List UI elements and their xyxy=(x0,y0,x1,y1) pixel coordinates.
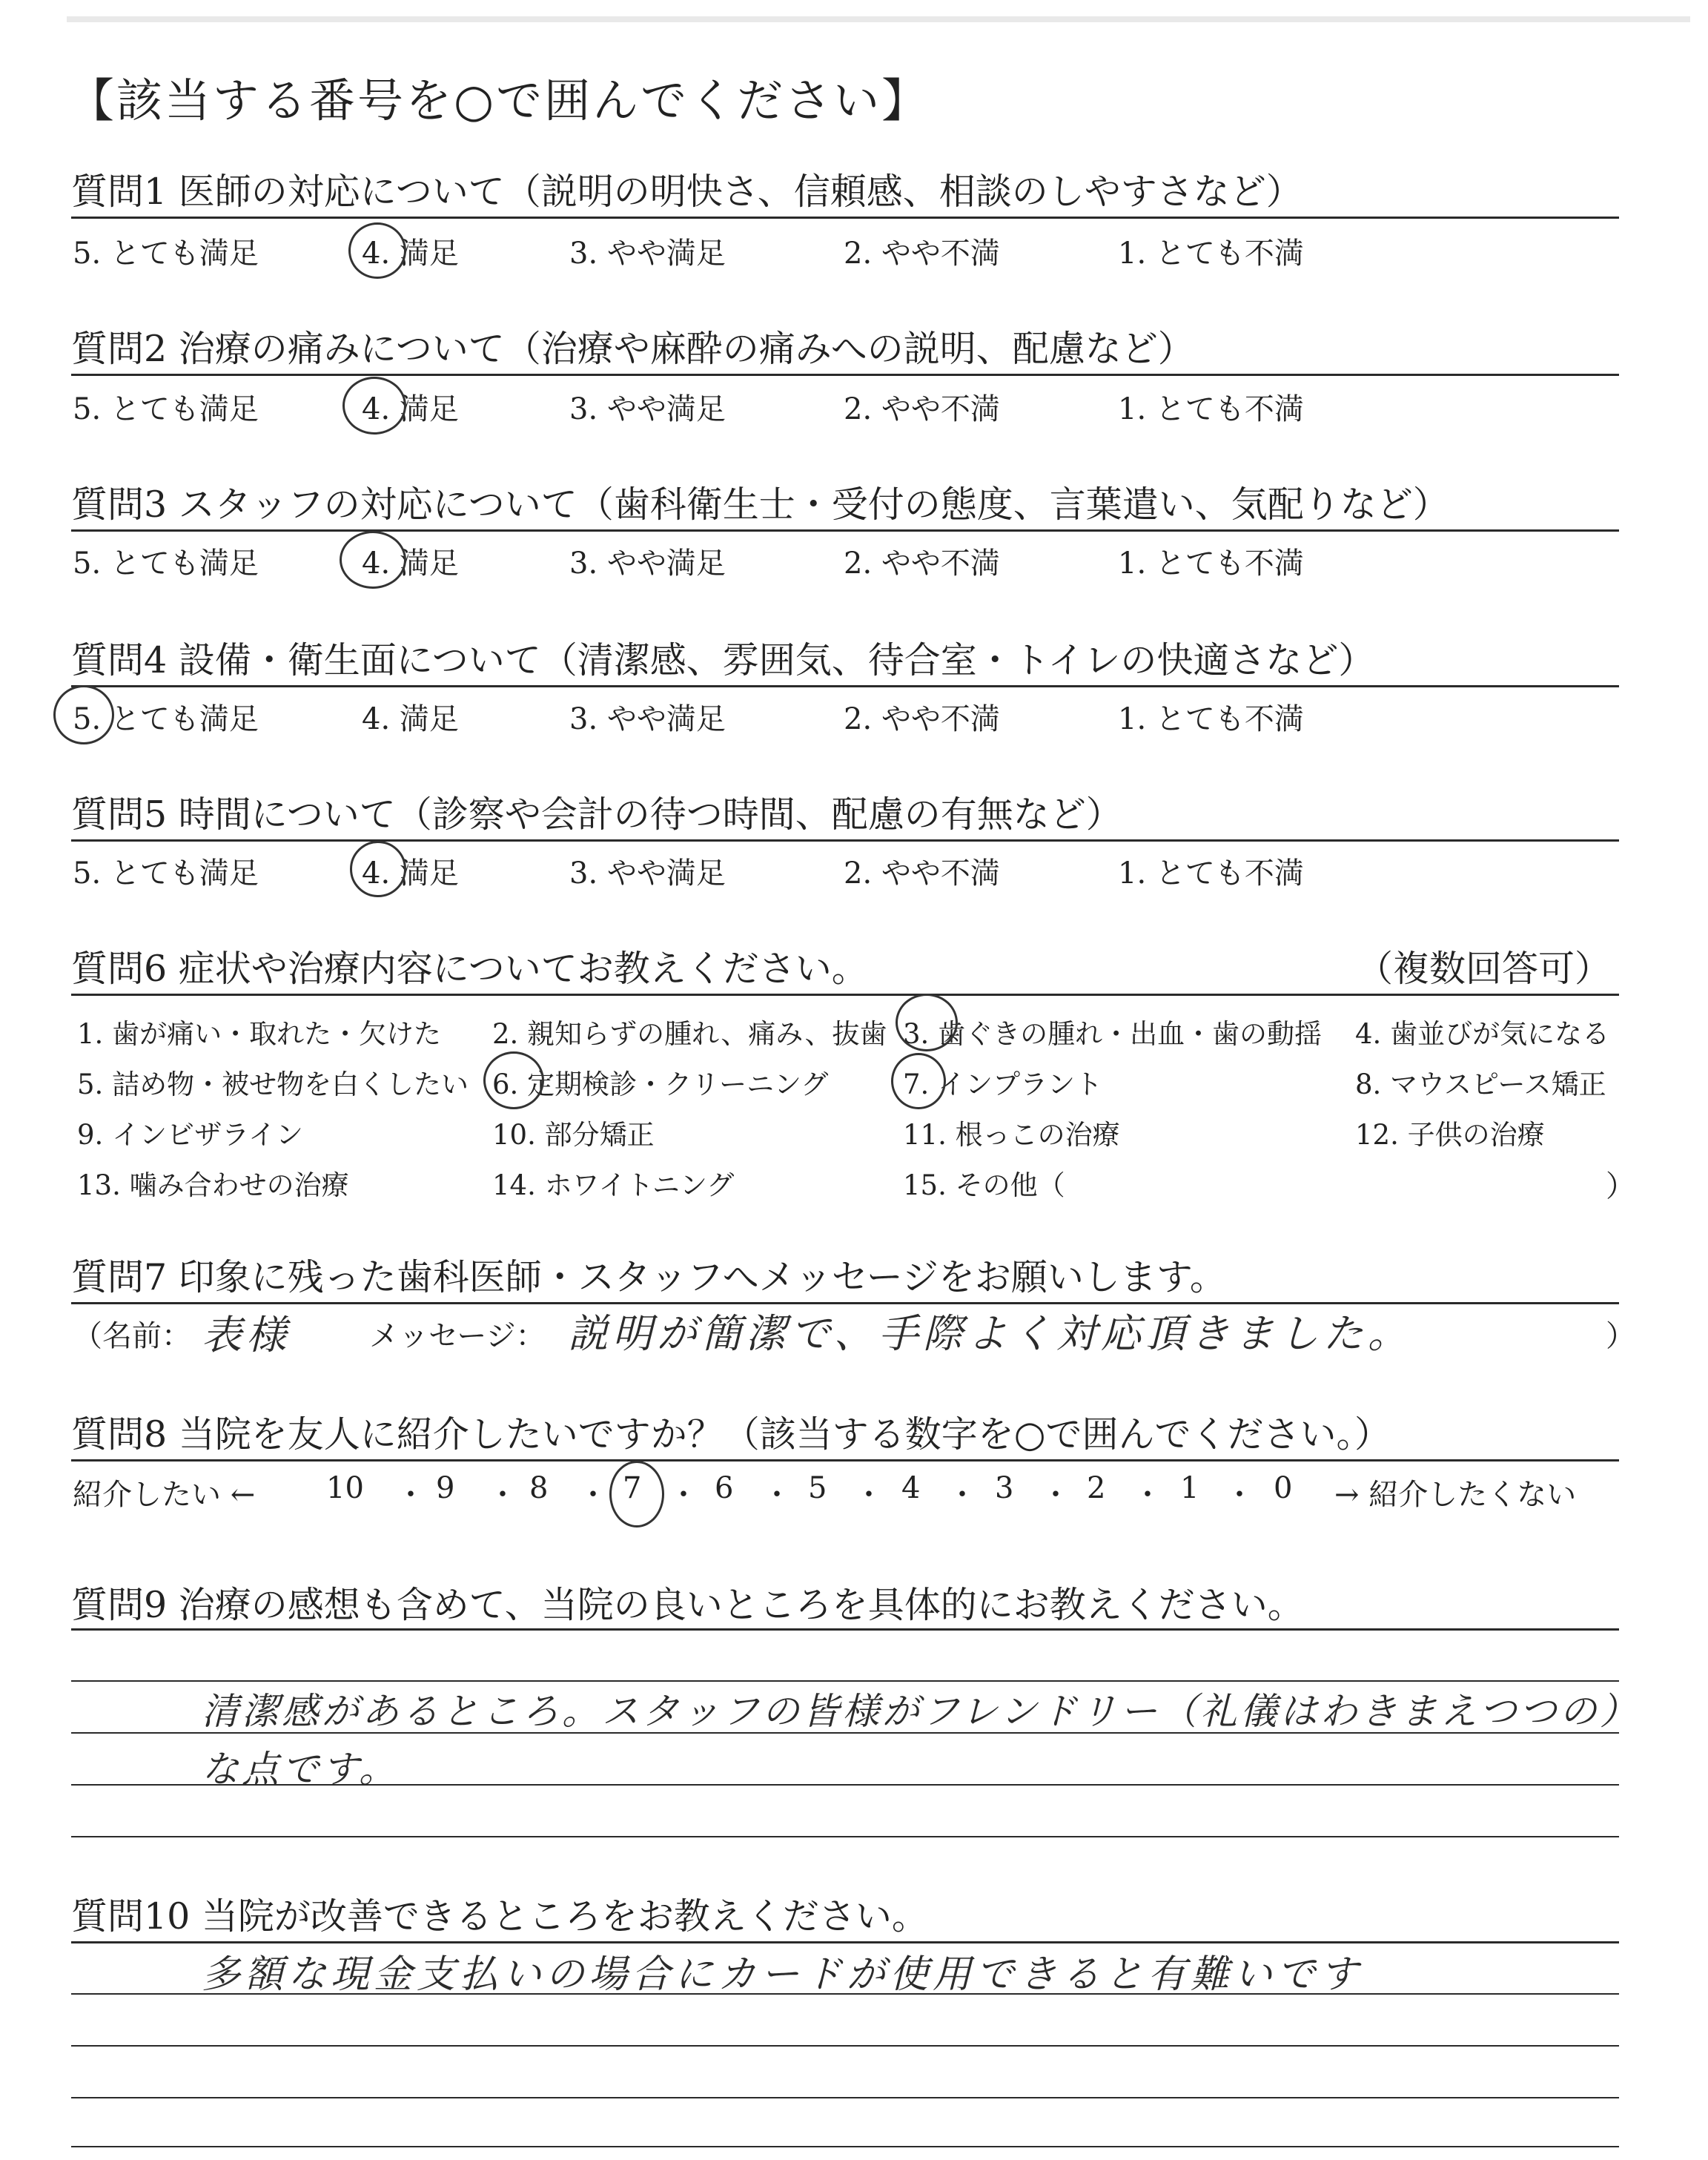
q8-score-3[interactable]: 3 xyxy=(995,1471,1014,1505)
scan-top-edge xyxy=(67,16,1690,22)
q7-close-paren: ） xyxy=(1606,1319,1635,1353)
q6-option-15[interactable]: 15. その他（ xyxy=(903,1169,1065,1201)
q2-option-1[interactable]: 1. とても不満 xyxy=(1118,392,1304,426)
q6-option-8[interactable]: 8. マウスピース矯正 xyxy=(1355,1069,1606,1100)
q7-name-handwritten[interactable]: 表様 xyxy=(202,1312,291,1358)
q6-other-close-paren: ） xyxy=(1606,1169,1635,1203)
q6-title: 質問6 症状や治療内容についてお教えください。 xyxy=(71,948,868,990)
q10-answer-line xyxy=(71,2045,1619,2047)
q1-option-4[interactable]: 4. 満足 xyxy=(362,237,459,271)
q6-option-5[interactable]: 5. 詰め物・被せ物を白くしたい xyxy=(77,1069,469,1100)
q8-score-7[interactable]: 7 xyxy=(623,1471,642,1505)
q5-option-2[interactable]: 2. やや不満 xyxy=(844,856,1000,891)
q8-score-2[interactable]: 2 xyxy=(1087,1471,1106,1505)
q8-dot: ・ xyxy=(854,1478,884,1512)
q8-dot: ・ xyxy=(578,1478,608,1512)
q6-option-11[interactable]: 11. 根っこの治療 xyxy=(903,1119,1120,1151)
q9-title: 質問9 治療の感想も含めて、当院の良いところを具体的にお教えください。 xyxy=(71,1584,1304,1626)
q8-score-4[interactable]: 4 xyxy=(901,1471,921,1505)
q6-option-1[interactable]: 1. 歯が痛い・取れた・欠けた xyxy=(77,1018,442,1050)
q6-option-14[interactable]: 14. ホワイトニング xyxy=(492,1169,735,1201)
q2-option-4[interactable]: 4. 満足 xyxy=(362,392,459,426)
q6-multiple-note: （複数回答可） xyxy=(1357,948,1612,990)
q1-title: 質問1 医師の対応について（説明の明快さ、信頼感、相談のしやすさなど） xyxy=(71,171,1302,213)
q8-score-6[interactable]: 6 xyxy=(715,1471,734,1505)
q8-score-1[interactable]: 1 xyxy=(1180,1471,1199,1505)
q6-rule xyxy=(71,994,1619,996)
q8-dot: ・ xyxy=(669,1478,698,1512)
q5-option-3[interactable]: 3. やや満足 xyxy=(569,856,726,891)
q8-right-label: → 紹介したくない xyxy=(1334,1478,1577,1512)
q3-option-2[interactable]: 2. やや不満 xyxy=(844,546,1000,581)
q2-title: 質問2 治療の痛みについて（治療や麻酔の痛みへの説明、配慮など） xyxy=(71,328,1194,370)
q3-option-5[interactable]: 5. とても満足 xyxy=(73,546,259,581)
q1-rule xyxy=(71,217,1619,219)
q10-answer-line xyxy=(71,2146,1619,2147)
q6-option-10[interactable]: 10. 部分矯正 xyxy=(492,1119,655,1151)
q8-score-10[interactable]: 10 xyxy=(326,1471,364,1505)
q8-dot: ・ xyxy=(488,1478,517,1512)
q8-score-8[interactable]: 8 xyxy=(529,1471,549,1505)
q6-option-9[interactable]: 9. インビザライン xyxy=(77,1119,303,1151)
q5-title: 質問5 時間について（診察や会計の待つ時間、配慮の有無など） xyxy=(71,793,1122,836)
q6-option-3[interactable]: 3. 歯ぐきの腫れ・出血・歯の動揺 xyxy=(903,1018,1323,1050)
q8-dot: ・ xyxy=(1133,1478,1162,1512)
q7-message-label: メッセージ： xyxy=(369,1319,546,1353)
q8-dot: ・ xyxy=(1225,1478,1254,1512)
q7-message-handwritten[interactable]: 説明が簡潔で、手際よく対応頂きました。 xyxy=(568,1310,1412,1357)
q9-rule xyxy=(71,1628,1619,1631)
q2-option-2[interactable]: 2. やや不満 xyxy=(844,392,1000,426)
q8-score-9[interactable]: 9 xyxy=(436,1471,455,1505)
q5-rule xyxy=(71,839,1619,842)
q5-option-4[interactable]: 4. 満足 xyxy=(362,856,459,891)
q4-option-5[interactable]: 5. とても満足 xyxy=(73,702,259,736)
q3-rule xyxy=(71,529,1619,532)
q2-option-3[interactable]: 3. やや満足 xyxy=(569,392,726,426)
q2-rule xyxy=(71,374,1619,376)
q3-option-4[interactable]: 4. 満足 xyxy=(362,546,459,581)
q10-answer-line-1[interactable]: 多額な現金支払いの場合にカードが使用できると有難いです xyxy=(202,1952,1363,1997)
q9-answer-line-2: な点です。 xyxy=(202,1748,399,1791)
q6-option-13[interactable]: 13. 噛み合わせの治療 xyxy=(77,1169,349,1201)
q10-answer-line xyxy=(71,2097,1619,2098)
q7-name-label: （名前： xyxy=(73,1319,191,1353)
q1-option-3[interactable]: 3. やや満足 xyxy=(569,237,726,271)
q4-title: 質問4 設備・衛生面について（清潔感、雰囲気、待合室・トイレの快適さなど） xyxy=(71,639,1375,681)
q3-option-1[interactable]: 1. とても不満 xyxy=(1118,546,1304,581)
q8-dot: ・ xyxy=(396,1478,426,1512)
q8-left-label: 紹介したい ← xyxy=(73,1478,256,1512)
page-instruction: 【該当する番号を○で囲んでください】 xyxy=(68,73,930,128)
q9-answer-line-1: 清潔感があるところ。スタッフの皆様がフレンドリー（礼儀はわきまえつつの） xyxy=(202,1690,1640,1733)
q7-title: 質問7 印象に残った歯科医師・スタッフへメッセージをお願いします。 xyxy=(71,1256,1226,1298)
q5-option-5[interactable]: 5. とても満足 xyxy=(73,856,259,891)
q4-option-1[interactable]: 1. とても不満 xyxy=(1118,702,1304,736)
q4-option-4[interactable]: 4. 満足 xyxy=(362,702,459,736)
q4-option-2[interactable]: 2. やや不満 xyxy=(844,702,1000,736)
q8-score-5[interactable]: 5 xyxy=(808,1471,827,1505)
q8-title: 質問8 当院を友人に紹介したいですか？（該当する数字を○で囲んでください。） xyxy=(71,1413,1391,1456)
q8-dot: ・ xyxy=(1041,1478,1070,1512)
q6-option-4[interactable]: 4. 歯並びが気になる xyxy=(1355,1018,1610,1050)
q8-score-0[interactable]: 0 xyxy=(1274,1471,1293,1505)
q3-title: 質問3 スタッフの対応について（歯科衛生士・受付の態度、言葉遣い、気配りなど） xyxy=(71,483,1449,526)
q4-rule xyxy=(71,685,1619,687)
q6-option-12[interactable]: 12. 子供の治療 xyxy=(1355,1119,1545,1151)
q9-answer-line xyxy=(71,1836,1619,1837)
q6-option-7[interactable]: 7. インプラント xyxy=(903,1069,1103,1100)
q6-option-2[interactable]: 2. 親知らずの腫れ、痛み、抜歯 xyxy=(492,1018,887,1050)
q1-option-1[interactable]: 1. とても不満 xyxy=(1118,237,1304,271)
q4-option-3[interactable]: 3. やや満足 xyxy=(569,702,726,736)
q8-rule xyxy=(71,1459,1619,1462)
q2-option-5[interactable]: 5. とても満足 xyxy=(73,392,259,426)
q3-option-3[interactable]: 3. やや満足 xyxy=(569,546,726,581)
q5-option-1[interactable]: 1. とても不満 xyxy=(1118,856,1304,891)
q1-option-2[interactable]: 2. やや不満 xyxy=(844,237,1000,271)
q8-dot: ・ xyxy=(947,1478,977,1512)
q10-title: 質問10 当院が改善できるところをお教えください。 xyxy=(71,1895,928,1938)
q6-option-6[interactable]: 6. 定期検診・クリーニング xyxy=(492,1069,829,1100)
q8-dot: ・ xyxy=(762,1478,792,1512)
q1-option-5[interactable]: 5. とても満足 xyxy=(73,237,259,271)
